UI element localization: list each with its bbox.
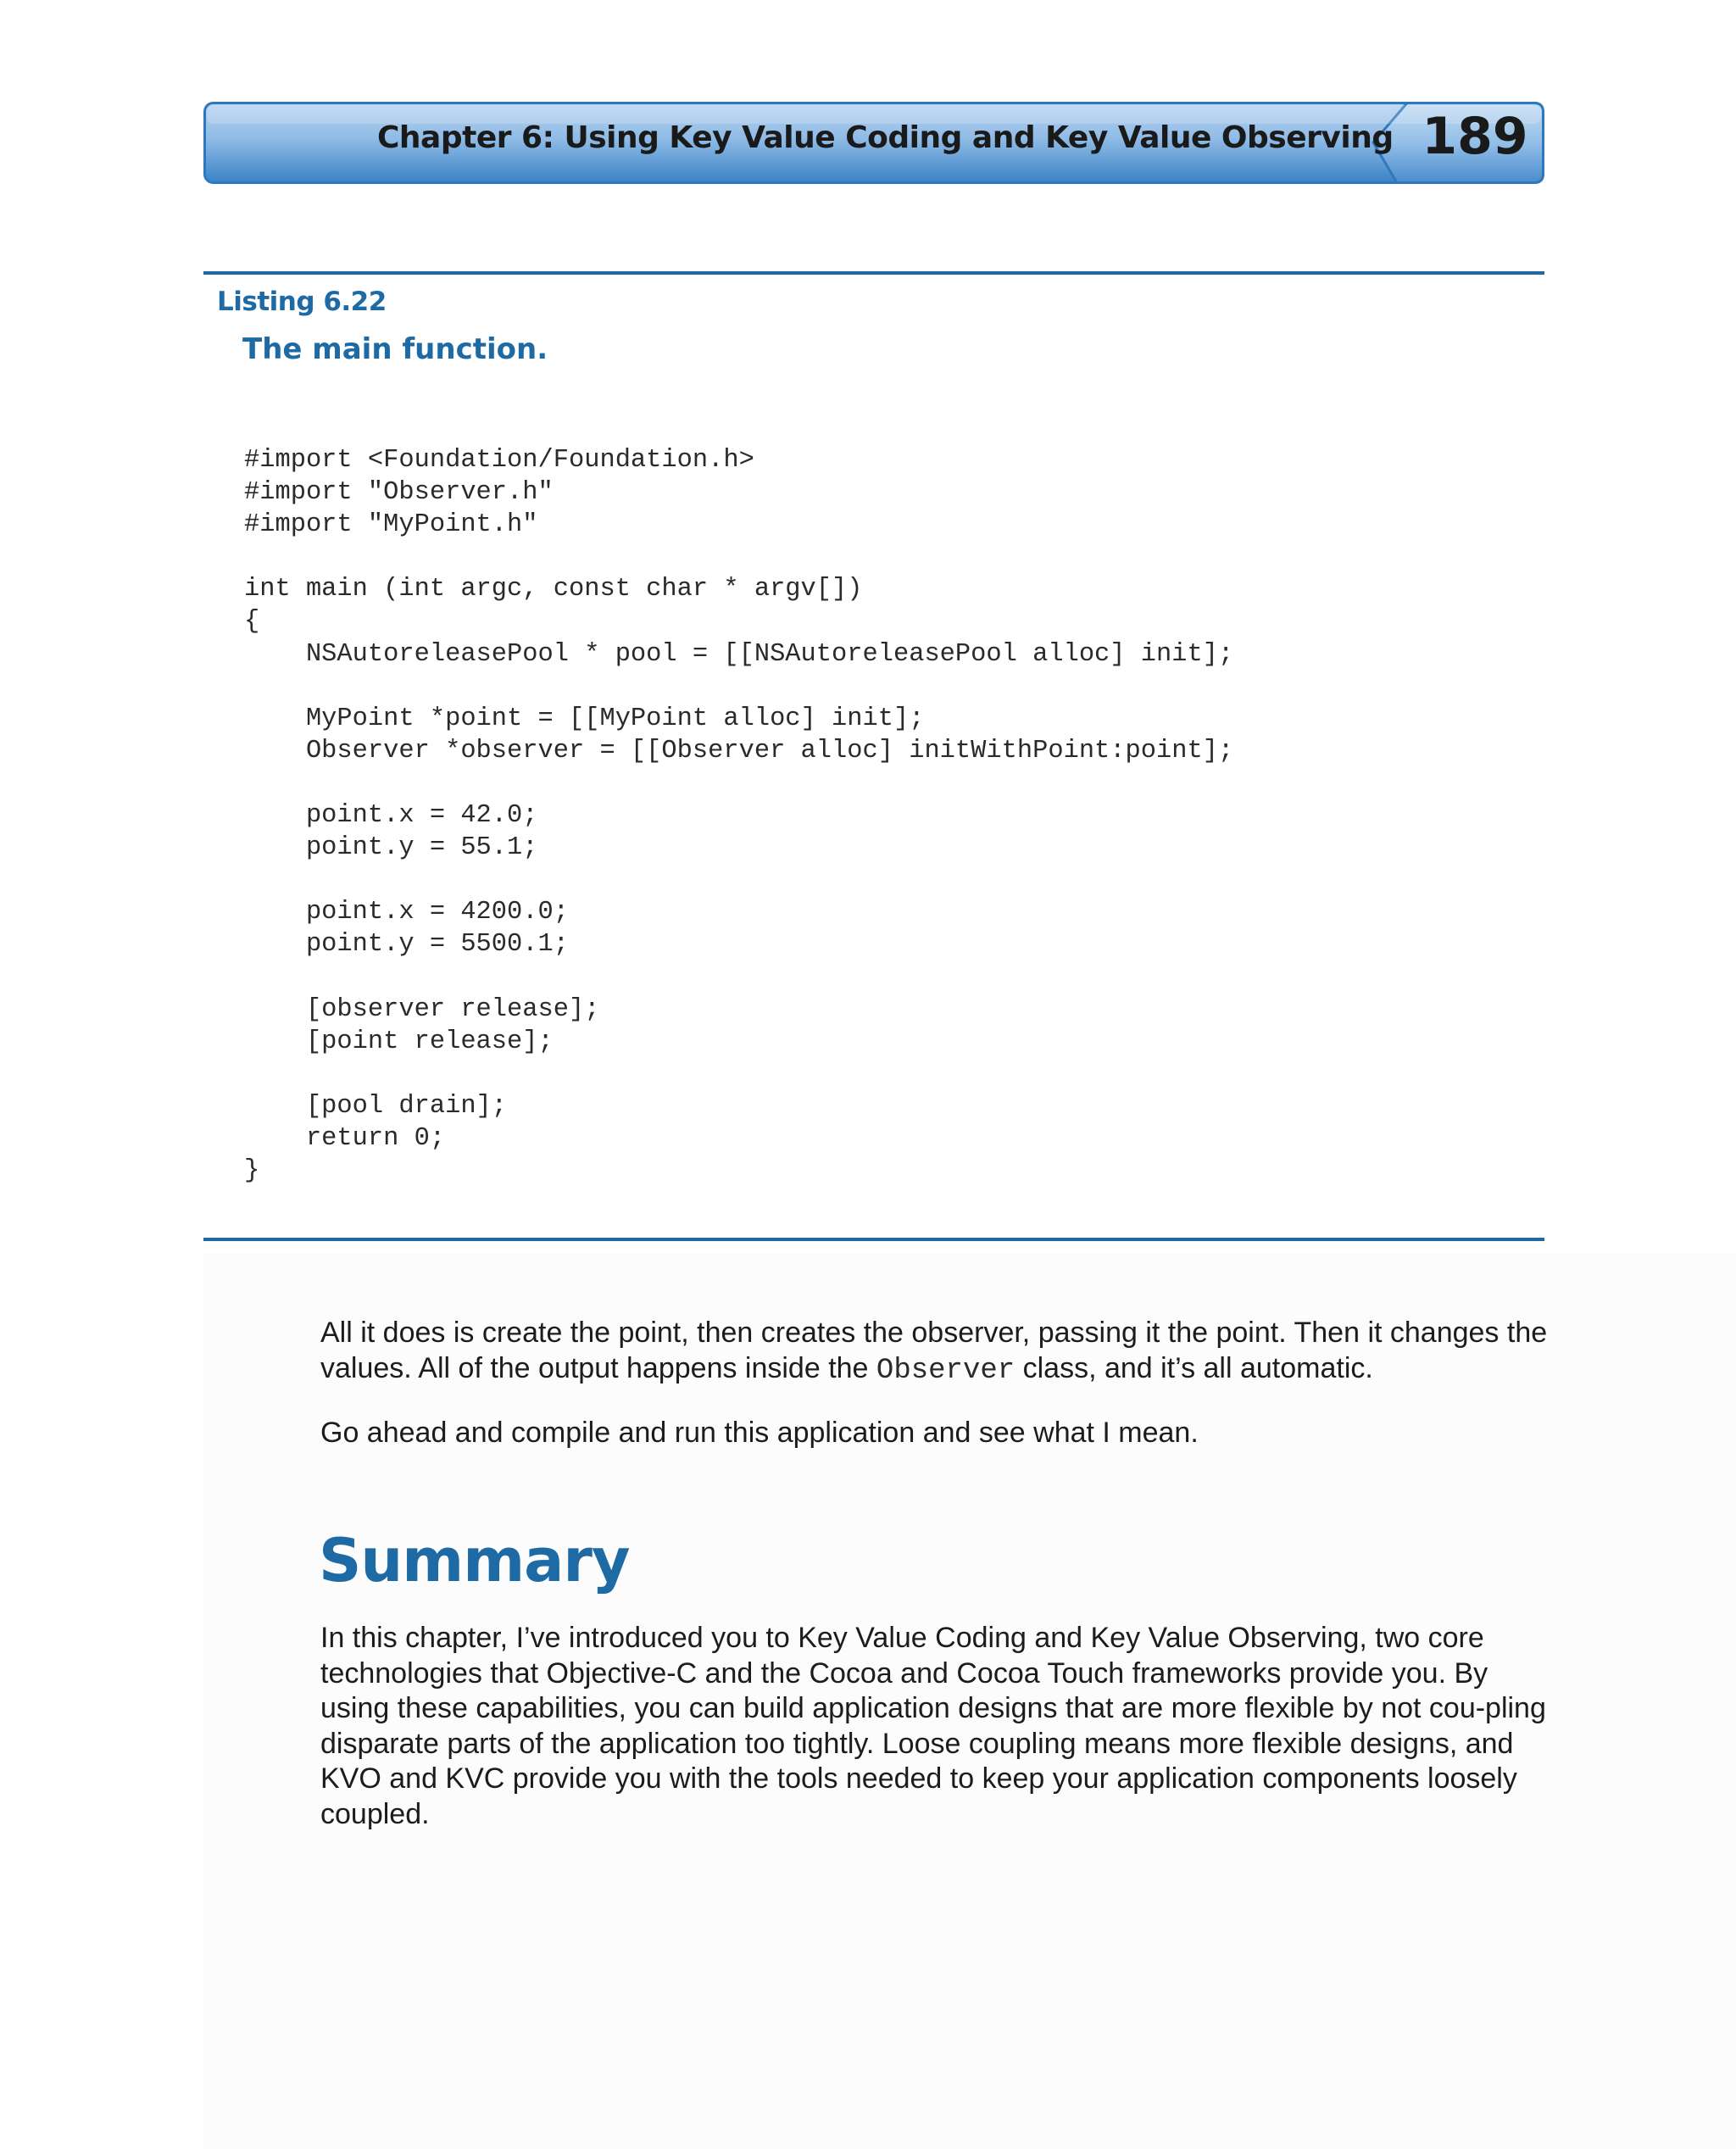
code-line: int main (int argc, const char * argv[])	[244, 575, 863, 604]
listing-label: Listing 6.22	[217, 287, 387, 317]
code-line	[244, 961, 1233, 994]
code-line: point.y = 5500.1;	[244, 930, 569, 960]
paragraph-compile-run: Go ahead and compile and run this application and see what I mean.	[320, 1417, 1199, 1449]
code-listing	[244, 444, 1233, 1187]
code-line: #import "Observer.h"	[244, 478, 554, 508]
code-line: [point release];	[244, 1027, 554, 1056]
code-line: NSAutoreleasePool * pool = [[NSAutoreleasePool alloc] init];	[244, 639, 1234, 669]
code-line	[244, 1058, 1233, 1090]
listing-caption: The main function.	[242, 332, 548, 366]
code-line: #import "MyPoint.h"	[244, 510, 538, 540]
code-line: {	[244, 607, 260, 637]
summary-heading: Summary	[319, 1526, 630, 1595]
chapter-header-banner	[203, 102, 1544, 184]
code-line	[244, 864, 1233, 896]
code-line: point.x = 4200.0;	[244, 898, 569, 927]
code-line	[244, 541, 1233, 573]
code-line: point.x = 42.0;	[244, 801, 538, 831]
code-line: }	[244, 1156, 260, 1186]
code-line	[244, 671, 1233, 703]
summary-paragraph: In this chapter, I’ve introduced you to Key Value Coding and Key Value Observing, two core technologies that Objective-C and the Cocoa and Cocoa Touch frameworks provide you. By using these capabilities, you can build application designs that are more flexible by not cou-pling disparate parts of the application too tightly. Loose coupling means more flexible designs, and KVO and KVC provide you with the tools needed to keep your application components loosely coupled.	[320, 1622, 1546, 1830]
code-line: [observer release];	[244, 994, 600, 1024]
code-line	[244, 767, 1233, 799]
paragraph-text-end: class, and it’s all automatic.	[1015, 1351, 1373, 1384]
chapter-title: Chapter 6: Using Key Value Coding and Key Value Observing	[377, 120, 1394, 155]
code-line: #import <Foundation/Foundation.h>	[244, 446, 754, 475]
code-line: MyPoint *point = [[MyPoint alloc] init];	[244, 704, 925, 733]
listing-bottom-rule	[203, 1238, 1544, 1241]
listing-top-rule	[203, 271, 1544, 275]
page-number: 189	[1422, 107, 1528, 166]
inline-code-observer: Observer	[876, 1354, 1015, 1387]
code-line: return 0;	[244, 1123, 446, 1153]
code-line: point.y = 55.1;	[244, 833, 538, 863]
paragraph-text-start: All it does is create the point, then creates the observer, passing it the point. Then it changes the values. All of the output happens inside the	[320, 1317, 1548, 1384]
code-line: [pool drain];	[244, 1091, 508, 1121]
paragraph-description	[320, 1316, 1550, 1389]
code-line: Observer *observer = [[Observer alloc] initWithPoint:point];	[244, 736, 1234, 766]
